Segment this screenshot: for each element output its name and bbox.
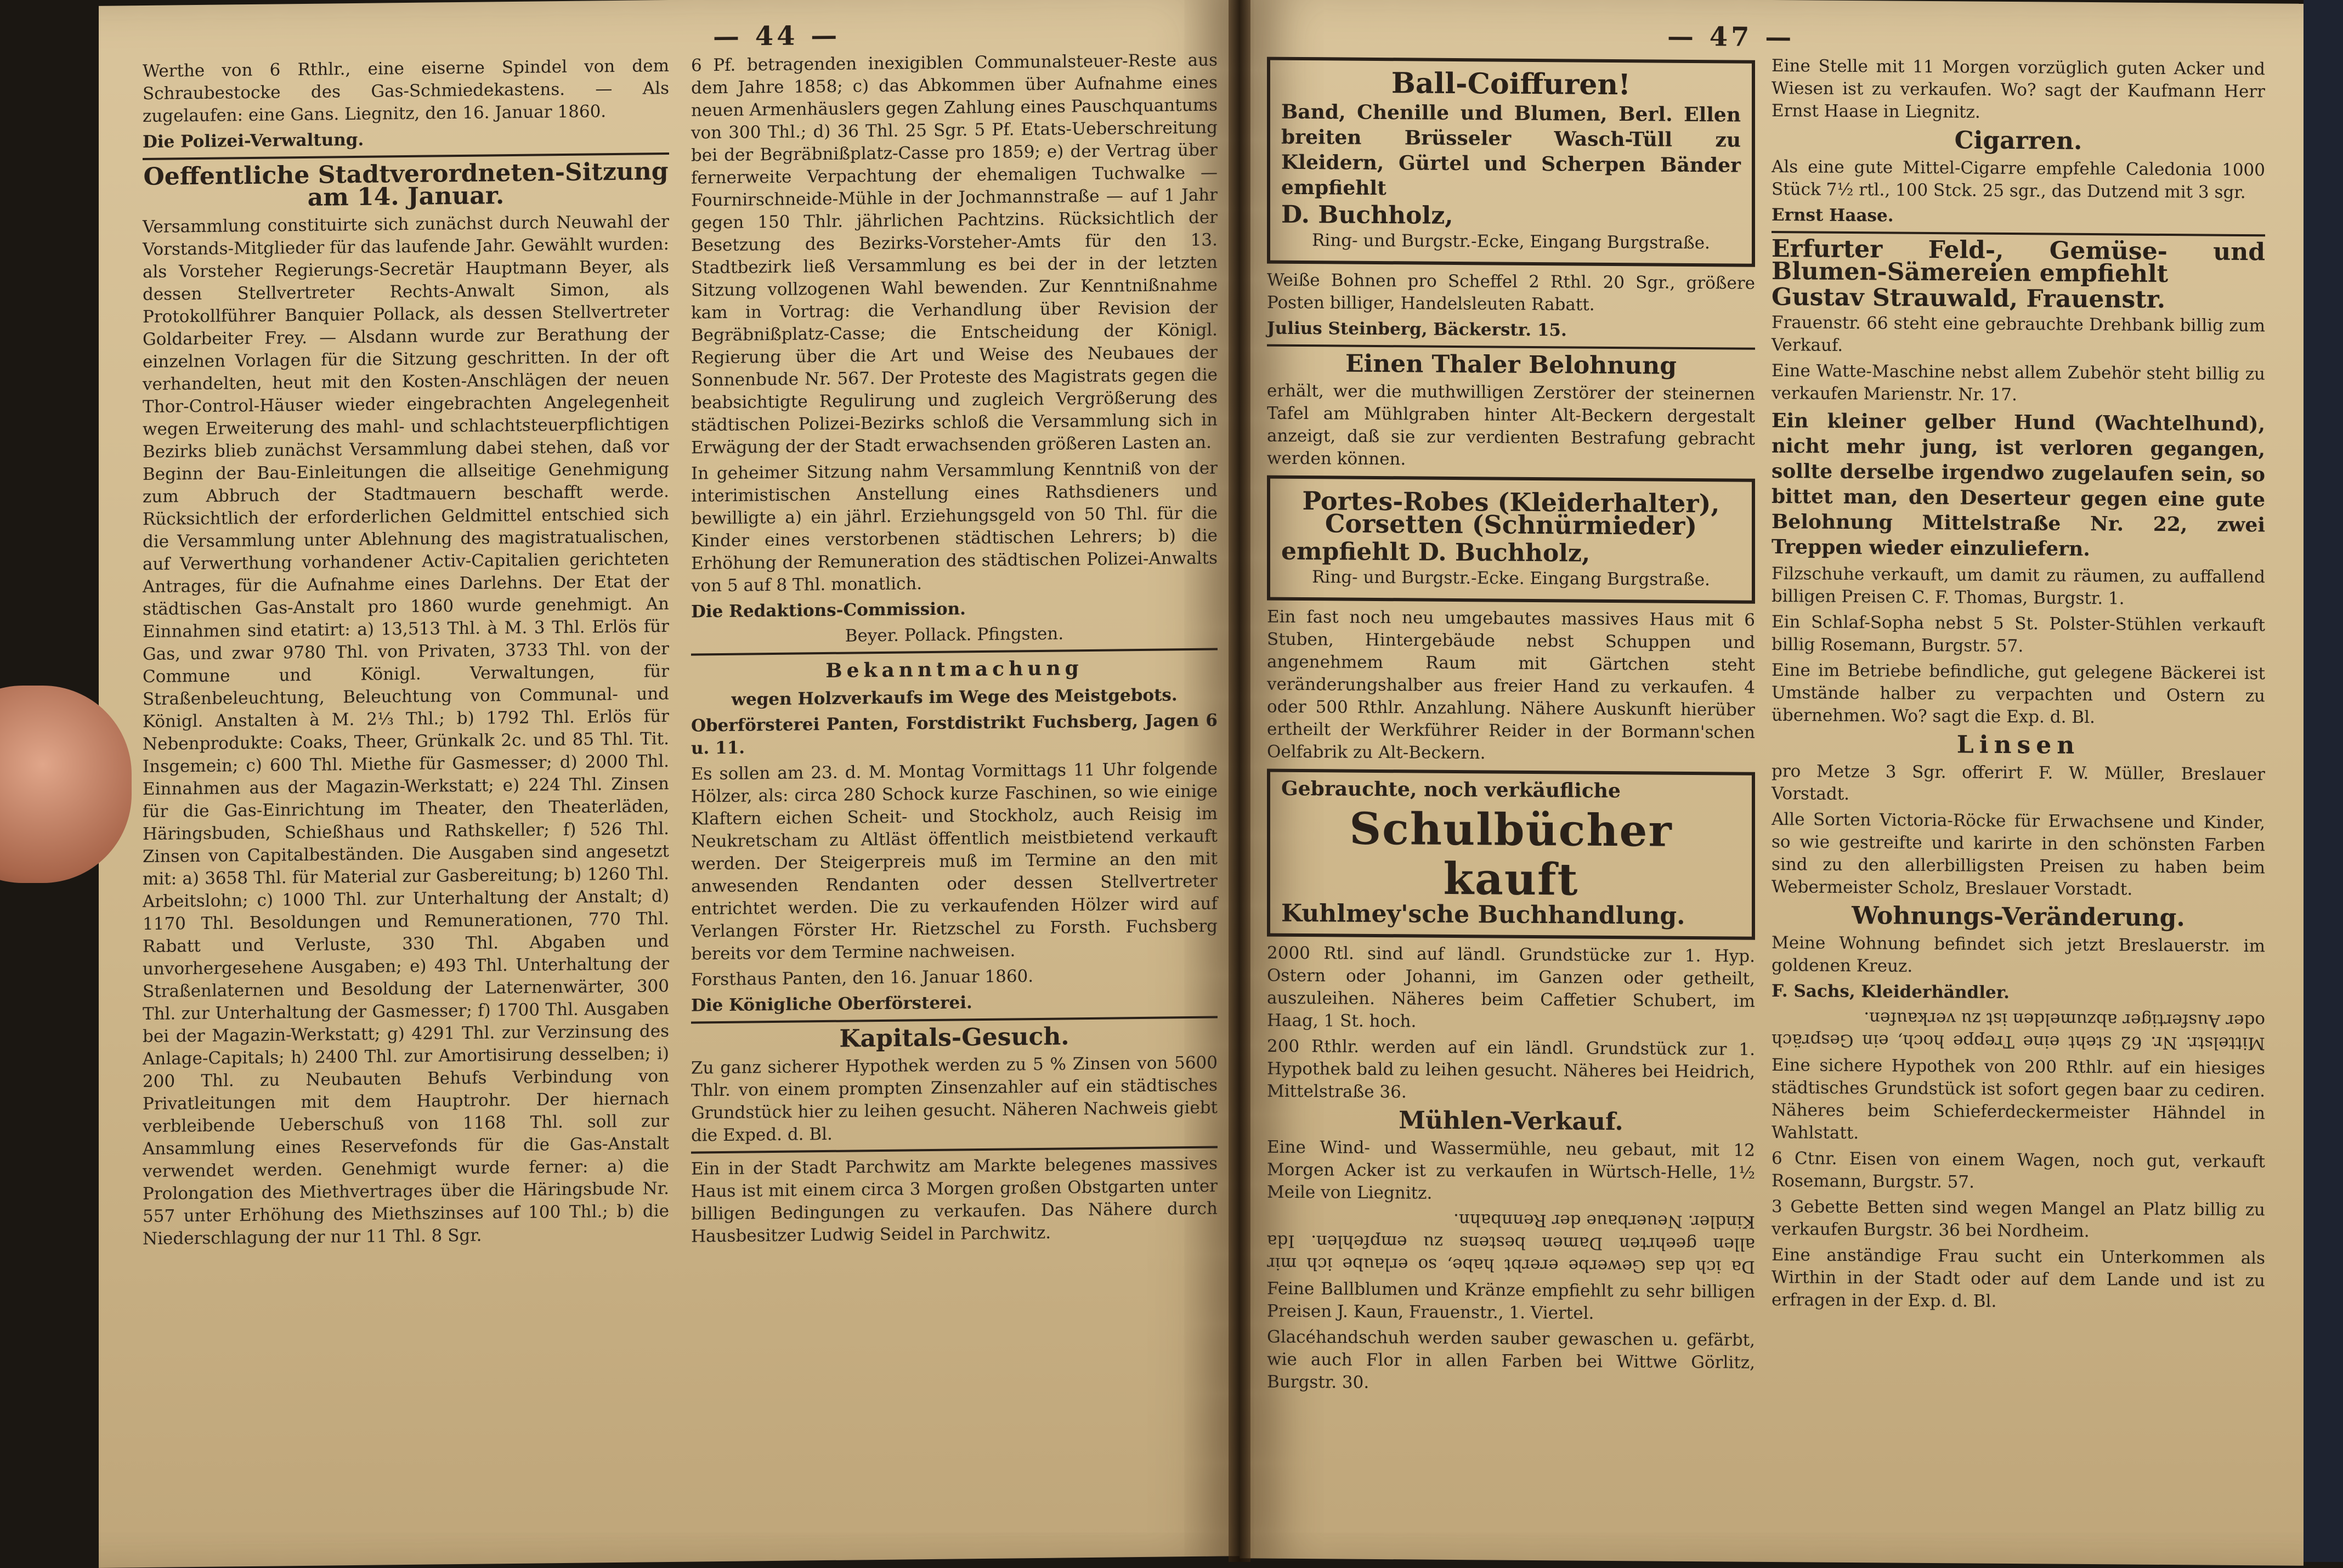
session-heading: Oeffentliche Stadtverordneten-Sitzung am 14. Januar.: [143, 157, 669, 212]
left-page: [99, 0, 1240, 1568]
eisen-ad: 6 Ctnr. Eisen von einem Wagen, noch gut, verkauft Rosemann, Burgstr. 57.: [1772, 1148, 2265, 1192]
saemereien-ad: Erfurter Feld-, Gemüse- und Blumen-Sämereien empfiehlt: [1772, 235, 2265, 288]
belohnung-body: erhält, wer die muthwilligen Zerstörer der steinernen Tafel am Mühlgraben hinter Alt-Beckern dergestalt anzeigt, daß sie zur verdienten Bestrafung gebracht werden können.: [1267, 381, 1755, 469]
divider: [691, 1146, 1218, 1154]
upside-down-ad: Da ich das Gewerbe ererbt habe, so erlaube ich mir allen geehrten Damen bestens zu empfehlen. Ida Kindler. Neuerbaue der Rennbahn.: [1267, 1209, 1755, 1277]
rtl-ad-1: 2000 Rtl. sind auf ländl. Grundstücke zur 1. Hyp. Ostern oder Johanni, im Ganzen oder getheilt, auszuleihen. Näheres beim Caffetier Schubert, im Haag, 1 St. hoch.: [1267, 943, 1755, 1032]
session-body: Versammlung constituirte sich zunächst durch Neuwahl der Vorstands-Mitglieder für das laufende Jahr. Gewählt wurden: als Vorsteher Regierungs-Secretär Hauptmann Beyer, als dessen Stellvertreter Rechts-Anwalt Simon, als Protokollführer Banquier Pollack, als dessen Stellvertreter Goldarbeiter Frey. — Alsdann wurde zur Berathung der einzelnen Vorlagen für die Sitzung geschritten. In der oft verhandelten, heut mit den Kosten-Anschlägen der neuen Thor-Control-Häuser wieder eingebrachten Angelegenheit wegen Erweiterung des mahl- und schlachtsteuerpflichtigen Bezirks blieb zunächst Versammlung dabei stehen, daß vor Beginn der Bau-Einleitungen die allseitige Genehmigung zum Abbruch der Stadtmauern beschafft werde. Rücksichtlich der erforderlichen Geldmittel entschied sich die Versammlung unter Ablehnung des magistratualischen, auf Verwerthung vorhandener Activ-Capitalien gerichteten Antrages, für die Aufnahme eines Darlehns. Der Etat der städtischen Gas-Anstalt pro 1860 wurde genehmigt. An Einnahmen sind etatirt: a) 13,513 Thl. à M. 3 Thl. Erlös für Gas, und zwar 9780 Thl. von Privaten, 3733 Thl. von der Commune und Königl. Verwaltungen, für Straßenbeleuchtung, Beleuchtung von Communal- und Königl. Anstalten à M. 2⅓ Thl.; b) 1792 Thl. Erlös für Nebenprodukte: Coaks, Theer, Grünkalk 2c. und 85 Thl. Tit. Insgemein; c) 600 Thl. Miethe für Gasmesser; d) 2000 Thl. Einnahmen aus der Magazin-Werkstatt; e) 224 Thl. Zinsen für die Gas-Einrichtung im Theater, den Theaterläden, Häringsbuden, Schießhaus und Rathskeller; f) 526 Thl. Zinsen von Capitalbeständen. Die Ausgaben sind angesetzt mit: a) 3658 Thl. für Material zur Gasbereitung; b) 1260 Thl. Arbeitslohn; c) 1000 Thl. zur Unterhaltung der Anstalt; d) 1170 Thl. Besoldungen und Remunerationen, 770 Thl. Rabatt und Verluste, 330 Thl. Abgaben und unvorhergesehene Ausgaben; e) 493 Thl. Unterhaltung der Straßenlaternen und Besoldung der Laternenwärter, 300 Thl. zur Unterhaltung der Gasmesser; f) 1700 Thl. Ausgaben bei der Magazin-Werkstatt; g) 4291 Thl. zur Verzinsung des Anlage-Capitals; h) 2400 Thl. zur Amortisirung desselben; i) 200 Thl. zu Neubauten Behufs Verbindung von Privatleitungen mit dem Hauptrohr. Der hiernach verbleibende Ueberschuß von 1168 Thl. soll zur Ansammlung eines Reservefonds für die Gas-Anstalt verwendet werden. Genehmigt wurde ferner: a) die Prolongation des Miethvertrages über die Häringsbude Nr. 557 unter Erhöhung des Miethszinses auf 100 Thl.; b) die Niederschlagung der nur 11 Thl. 8 Sgr.: [143, 212, 669, 1249]
notice-subtitle: wegen Holzverkaufs im Wege des Meistgebots.: [731, 685, 1178, 710]
notice-place: Oberförsterei Panten, Forstdistrikt Fuchsberg, Jagen 6 u. 11.: [691, 710, 1218, 758]
notice-signature: Die Königliche Oberförsterei.: [691, 993, 972, 1016]
betten-ad: 3 Gebette Betten sind wegen Mangel an Platz billig zu verkaufen Burgstr. 36 bei Nordheim.: [1772, 1197, 2265, 1242]
ball-address: Ring- und Burgstr.-Ecke, Eingang Burgstraße.: [1312, 230, 1710, 253]
linsen-title: Linsen: [1956, 731, 2080, 760]
divider: [1267, 344, 1755, 350]
divider: [691, 1016, 1218, 1024]
roecke-ad: Alle Sorten Victoria-Röcke für Erwachsene und Kinder, so wie gestreifte und karirte in den schönsten Farben sind zu den allerbilligsten Preisen zu haben beim Webermeister Scholz, Breslauer Vorstadt.: [1772, 810, 2265, 899]
left-column-1: [143, 55, 669, 1254]
baeckerei-ad: Eine im Betriebe befindliche, gut gelegene Bäckerei ist Umstände halber zu verpachten und Ostern zu übernehmen. Wo? sagt die Exp. d. Bl.: [1772, 660, 2265, 728]
schulbuecher-ad: [1267, 769, 1755, 940]
cigarren-signature: Ernst Haase.: [1772, 205, 1894, 226]
police-notice: Werthe von 6 Rthlr., eine eiserne Spindel von dem Schraubestocke des Gas-Schmiedekastens. — Als zugelaufen: eine Gans. Liegnitz, den 16. Januar 1860.: [143, 56, 669, 127]
portes-address: Ring- und Burgstr.-Ecke. Eingang Burgstraße.: [1312, 567, 1710, 590]
cigarren-title: Cigarren.: [1954, 126, 2082, 155]
portes-signature: empfiehlt D. Buchholz,: [1281, 537, 1591, 568]
stelle-ad: Eine Stelle mit 11 Morgen vorzüglich guten Acker und Wiesen ist zu verkaufen. Wo? sagt der Kaufmann Herr Ernst Haase in Liegnitz.: [1772, 56, 2265, 122]
commission-signature: Die Redaktions-Commission.: [691, 599, 966, 622]
ball-signature: D. Buchholz,: [1281, 200, 1453, 230]
saemereien-signature: Gustav Strauwald, Frauenstr.: [1772, 283, 2166, 314]
kapital-title: Kapitals-Gesuch.: [839, 1022, 1069, 1053]
notice-title: Bekanntmachung: [825, 656, 1083, 683]
session-body-continued: 6 Pf. betragenden inexigiblen Communalsteuer-Reste aus dem Jahre 1858; c) das Abkommen über Aufnahme eines neuen Armenhäuslers gegen Zahlung eines Pauschquantums von 300 Thl.; d) 36 Thl. 25 Sgr. 5 Pf. Etats-Ueberschreitung bei der Begräbnißplatz-Casse pro 1859; e) der Vertrag über fernerweite Verpachtung der ehemaligen Tuchwalke — Fournirschneide-Mühle in der Jochmannstraße — auf 1 Jahr gegen 150 Thlr. jährlichen Pachtzins. Rücksichtlich der Besetzung des Bezirks-Vorsteher-Amts für den 13. Stadtbezirk ließ Versammlung es bei der in der letzten Sitzung vollzogenen Wahl bewenden. Zur Kenntnißnahme kam in Vortrag: die Verhandlung über Revision der Begräbnißplatz-Casse; die Entscheidung der Königl. Regierung über die Art und Weise des Neubaues der Sonnenbude Nr. 567. Der Proteste des Magistrats gegen die beabsichtigte Regulirung und zugleich Vergrößerung des städtischen Polizei-Bezirks schloß die Versammlung sich in Erwägung der der Stadt erwachsenden größeren Lasten an.: [691, 50, 1218, 458]
watte-ad: Eine Watte-Maschine nebst allem Zubehör steht billig zu verkaufen Marienstr. Nr. 17.: [1772, 361, 2265, 405]
page-number-right: — 47 —: [1667, 21, 1795, 53]
secret-session: In geheimer Sitzung nahm Versammlung Kenntniß von der interimistischen Anstellung eines Rathsdieners und bewilligte a) ein jährl. Erziehungsgeld von 50 Thl. für die Kinder eines verstorbenen städtischen Lehrers; b) die Erhöhung der Remuneration des städtischen Polizei-Anwalts von 5 auf 8 Thl. monatlich.: [691, 458, 1218, 596]
right-column-1: [1267, 52, 1755, 1400]
hund-ad: Ein kleiner gelber Hund (Wachtelhund), nicht mehr jung, ist verloren gegangen, sollte derselbe irgendwo zugelaufen sein, so bittet man, den Deserteur gegen eine gute Belohnung Mittelstraße Nr. 22, zwei Treppen wieder einzuliefern.: [1772, 409, 2265, 561]
right-page: [1240, 0, 2304, 1566]
muehlen-body: Eine Wind- und Wassermühle, neu gebaut, mit 12 Morgen Acker ist zu verkaufen in Würtsch-Helle, 1½ Meile von Liegnitz.: [1267, 1137, 1755, 1203]
ball-title: Ball-Coiffuren!: [1391, 66, 1631, 102]
notice-body: Es sollen am 23. d. M. Montag Vormittags 11 Uhr folgende Hölzer, als: circa 280 Schock kurze Faschinen, so wie einige Klaftern eichen Scheit- und Stockholz, auch Reisig im Neukretscham zu Altläst öffentlich meistbietend verkauft werden. Der Steigerpreis muß im Termine an den mit anwesenden Rendanten oder dessen Stellvertreter entrichtet werden. Die zu verkaufenden Hölzer wird auf Verlangen Förster Hr. Rietzschel zu Forsth. Fuchsberg bereits vor dem Termine nachweisen.: [691, 758, 1218, 964]
linsen-body: pro Metze 3 Sgr. offerirt F. W. Müller, Breslauer Vorstadt.: [1772, 761, 2265, 804]
schul-signature: Kuhlmey'sche Buchhandlung.: [1281, 899, 1685, 930]
book-spine: [1229, 0, 1250, 1562]
wohnung-title: Wohnungs-Veränderung.: [1852, 902, 2185, 932]
hypothek-ad: Eine sichere Hypothek von 200 Rthlr. auf ein hiesiges städtisches Grundstück ist sofort gegen baar zu cediren. Näheres beim Schieferdeckermeister Hähndel in Wahlstatt.: [1772, 1055, 2265, 1144]
ball-coiffuren-ad: [1267, 57, 1755, 267]
left-column-2: [691, 49, 1218, 1252]
frau-ad: Eine anständige Frau sucht ein Unterkommen als Wirthin in der Stadt oder auf dem Lande und ist zu erfragen in der Exp. d. Bl.: [1772, 1245, 2265, 1311]
notice-date: Forsthaus Panten, den 16. Januar 1860.: [691, 966, 1034, 990]
page-number-left: — 44 —: [713, 20, 841, 53]
commission-names: Beyer. Pollack. Pfingsten.: [845, 624, 1064, 646]
belohnung-title: Einen Thaler Belohnung: [1345, 349, 1677, 380]
handschuh-ad: Glacéhandschuh werden sauber gewaschen u. gefärbt, wie auch Flor in allen Farben bei Wittwe Görlitz, Burgstr. 30.: [1267, 1327, 1755, 1392]
parchwitz-ad: Ein in der Stadt Parchwitz am Markte belegenes massives Haus ist mit einem circa 3 Morgen großen Obstgarten unter billigen Bedingungen zu verkaufen. Das Nähere durch Hausbesitzer Ludwig Seidel in Parchwitz.: [691, 1153, 1218, 1247]
schul-pre: Gebrauchte, noch verkäufliche: [1281, 777, 1621, 803]
wohnung-signature: F. Sachs, Kleiderhändler.: [1772, 981, 2010, 1003]
portes-title: Portes-Robes (Kleiderhalter), Corsetten (Schnürmieder): [1302, 486, 1720, 541]
filzschuhe-ad: Filzschuhe verkauft, um damit zu räumen, zu auffallend billigen Preisen C. F. Thomas, Burgstr. 1.: [1772, 564, 2265, 609]
cigarren-body: Als eine gute Mittel-Cigarre empfehle Caledonia 1000 Stück 7½ rtl., 100 Stck. 25 sgr., das Dutzend mit 3 sgr.: [1772, 157, 2265, 203]
ball-body: Band, Chenille und Blumen, Berl. Ellen breiten Brüsseler Wasch-Tüll zu Kleidern, Gürtel und Scherpen Bänder empfiehlt: [1281, 100, 1741, 200]
ballblumen-ad: Feine Ballblumen und Kränze empfiehlt zu sehr billigen Preisen J. Kaun, Frauenstr., 1. Viertel.: [1267, 1278, 1755, 1323]
drehbank-ad: Frauenstr. 66 steht eine gebrauchte Drehbank billig zum Verkauf.: [1772, 313, 2265, 355]
bohnen-signature: Julius Steinberg, Bäckerstr. 15.: [1267, 318, 1567, 341]
rtl-ad-2: 200 Rthlr. werden auf ein ländl. Grundstück zur 1. Hypothek bald zu leihen gesucht. Näheres bei Heidrich, Mittelstraße 36.: [1267, 1036, 1755, 1102]
sopha-ad: Ein Schlaf-Sopha nebst 5 St. Polster-Stühlen verkauft billig Rosemann, Burgstr. 57.: [1772, 612, 2265, 656]
divider: [691, 648, 1218, 656]
background-edge: [2304, 0, 2343, 1562]
police-signature: Die Polizei-Verwaltung.: [143, 129, 364, 152]
schul-headline: Schulbücher kauft: [1349, 802, 1673, 905]
kapital-body: Zu ganz sicherer Hypothek werden zu 5 % Zinsen von 5600 Thlr. von einem prompten Zinsenzahler auf ein städtisches Grundstück hier zu leihen gesucht. Näheren Nachweis giebt die Exped. d. Bl.: [691, 1052, 1218, 1146]
portes-robes-ad: [1267, 476, 1755, 604]
muehlen-title: Mühlen-Verkauf.: [1399, 1106, 1623, 1136]
haus-ad: Ein fast noch neu umgebautes massives Haus mit 6 Stuben, Hintergebäude nebst Schuppen und angenehmem Raum mit Gärtchen steht veränderungshalber aus freier Hand zu verkaufen. 4 oder 500 Rthlr. Anzahlung. Nähere Auskunft hierüber ertheilt der Werkführer Reider in der Bormann'schen Oelfabrik zu Alt-Beckern.: [1267, 607, 1755, 763]
bohnen-ad: Weiße Bohnen pro Scheffel 2 Rthl. 20 Sgr., größere Posten billiger, Handelsleuten Rabatt.: [1267, 270, 1755, 315]
wohnung-body: Meine Wohnung befindet sich jetzt Breslauerstr. im goldenen Kreuz.: [1772, 933, 2265, 976]
upside-down-ad-2: Mittelstr. Nr. 62 steht eine Treppe hoch, ein Gespräch oder Ausfertiger abzumelden ist zu verkaufen.: [1772, 1008, 2265, 1054]
right-column-2: [1772, 55, 2265, 1318]
